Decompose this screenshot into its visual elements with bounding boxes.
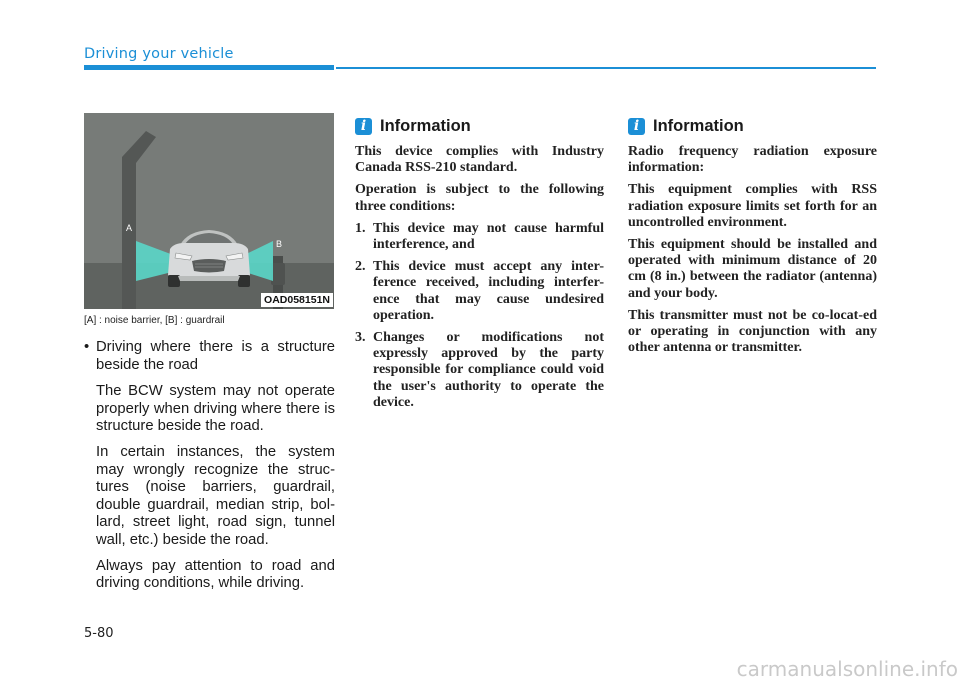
body-paragraph: The BCW system may not operate properly when driving where there is structure beside the road. <box>96 383 335 435</box>
info-box-canada <box>355 115 604 417</box>
header-rule-thin <box>336 67 876 69</box>
bullet-dot-icon: • <box>84 339 90 355</box>
info-header <box>355 115 604 137</box>
info-paragraph: Operation is subject to the following three conditions: <box>355 182 604 214</box>
info-paragraph: Radio frequency radiation exposure information: <box>628 144 877 176</box>
info-paragraph: This device complies with Industry Canada RSS-210 standard. <box>355 144 604 176</box>
figure-illustration <box>84 113 334 309</box>
info-title: Information <box>653 116 744 135</box>
info-list-text: Changes or modifications not expressly approved by the party responsible for compliance could void the user's authority to operate the device. <box>373 330 604 410</box>
info-list-item <box>355 259 604 324</box>
header-rule-thick <box>84 65 334 70</box>
figure-label-b: B <box>276 239 283 249</box>
bullet-item <box>84 339 335 374</box>
bullet-text: Driving where there is a structure beside the road <box>96 339 335 373</box>
info-paragraph: This transmitter must not be co-locat-ed or operating in conjunction with any other antenna or transmitter. <box>628 307 877 356</box>
body-paragraph: In certain instances, the system may wrongly recognize the struc-tures (noise barriers, guardrail, double guardrail, median strip, bol-lard, street light, road sign, tunnel wall, etc.) beside the road. <box>96 443 335 548</box>
figure-code: OAD058151N <box>261 293 333 307</box>
info-header <box>628 115 877 137</box>
info-list-text: This device may not cause harmful interference, and <box>373 220 604 253</box>
page-number: 5-80 <box>84 626 114 641</box>
info-list-number: 2. <box>355 259 366 275</box>
bcw-structure-figure <box>84 113 334 309</box>
figure-caption: [A] : noise barrier, [B] : guardrail <box>84 315 225 326</box>
info-list-text: This device must accept any inter-ference received, including interfer-ence that may cause undesired operation. <box>373 259 604 323</box>
body-paragraph: Always pay attention to road and driving conditions, while driving. <box>96 557 335 592</box>
info-icon: i <box>628 118 645 135</box>
info-list-item <box>355 330 604 411</box>
guardrail-rail <box>271 263 285 285</box>
info-paragraph: This equipment should be installed and operated with minimum distance of 20 cm (8 in.) between the radiator (antenna) and your body. <box>628 237 877 301</box>
info-icon: i <box>355 118 372 135</box>
watermark-link[interactable]: carmanualsonline.info <box>736 657 958 681</box>
info-paragraph: This equipment complies with RSS radiation exposure limits set forth for an uncontrolled environment. <box>628 182 877 230</box>
left-column <box>84 339 335 601</box>
info-list-number: 3. <box>355 330 366 346</box>
info-list-item <box>355 221 604 253</box>
section-title: Driving your vehicle <box>84 46 234 62</box>
info-box-rf-exposure <box>628 115 877 362</box>
info-list-number: 1. <box>355 220 366 236</box>
info-title: Information <box>380 116 471 135</box>
figure-label-a: A <box>126 223 133 233</box>
